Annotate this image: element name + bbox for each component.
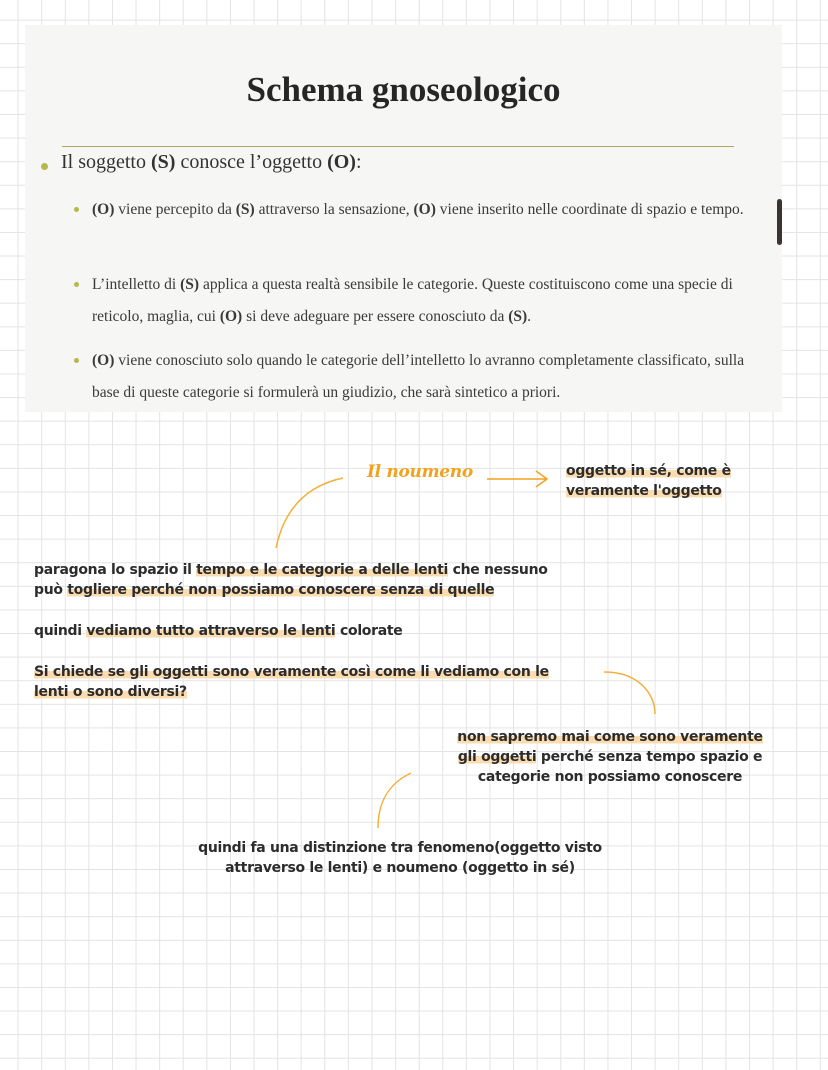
text: attraverso la sensazione,: [254, 201, 414, 218]
text: (S): [180, 276, 200, 293]
text: attraverso le lenti) e noumeno (oggetto in sé): [225, 860, 575, 876]
noumeno-definition: [566, 461, 731, 501]
slide-title: Schema gnoseologico: [246, 70, 561, 109]
note-sapremo: [430, 727, 790, 787]
text: .: [527, 308, 532, 325]
curve-arrow: [378, 773, 411, 828]
text: togliere perché non possiamo conoscere senza di quelle: [67, 582, 495, 598]
text: vediamo tutto attraverso le lenti: [86, 623, 336, 639]
text: (O): [92, 201, 115, 218]
right-arrow-icon: [487, 471, 547, 487]
text: paragona lo spazio il: [34, 562, 197, 578]
noumeno-title: Il noumeno: [367, 462, 473, 482]
text: :: [355, 151, 362, 173]
text: oggetto in sé, come è: [566, 463, 731, 479]
text: Il soggetto: [61, 151, 151, 173]
curve-arrow: [604, 672, 655, 714]
text: (S): [508, 308, 528, 325]
note-colorate: [34, 621, 402, 641]
text: può: [34, 582, 68, 598]
text: L’intelletto di: [92, 276, 181, 293]
text: viene conosciuto solo quando le categorie dell’intelletto lo avranno completamente classificato, sulla base di queste categorie si formulerà un giudizio, che sarà sintetico a priori.: [92, 352, 745, 401]
text: categorie non possiamo conoscere: [477, 769, 743, 785]
text: quindi: [34, 623, 87, 639]
text: lenti o sono diversi?: [34, 684, 187, 700]
text: colorate: [335, 623, 403, 639]
curve-arrow: [276, 478, 343, 548]
text: (O): [92, 352, 115, 369]
text: tempo e le categorie a delle lenti: [196, 562, 448, 578]
text: viene inserito nelle coordinate di spazio e tempo.: [435, 201, 744, 218]
text: Si chiede se gli oggetti sono veramente così come li vediamo con le: [34, 664, 549, 680]
note-distinzione: [150, 838, 650, 878]
text: (O): [327, 151, 356, 173]
text: quindi fa una distinzione tra fenomeno(oggetto visto: [198, 840, 602, 856]
text: (O): [219, 308, 243, 325]
text: applica a questa realtà sensibile le categorie. Queste costituiscono come una specie di reticolo, maglia, cui: [92, 276, 733, 325]
text: gli oggetti: [457, 749, 537, 765]
text: (S): [151, 151, 176, 173]
text: veramente l'oggetto: [566, 483, 722, 499]
note-lenti: [34, 560, 548, 600]
text: (O): [413, 201, 436, 218]
note-domanda: [34, 662, 549, 702]
text: conosce l’oggetto: [175, 151, 328, 173]
text: viene percepito da: [114, 201, 236, 218]
text: (S): [235, 201, 255, 218]
text: perché senza tempo spazio e: [536, 749, 763, 765]
text: non sapremo mai come sono veramente: [457, 729, 763, 745]
text: che nessuno: [448, 562, 548, 578]
text: si deve adeguare per essere conosciuto da: [242, 308, 509, 325]
